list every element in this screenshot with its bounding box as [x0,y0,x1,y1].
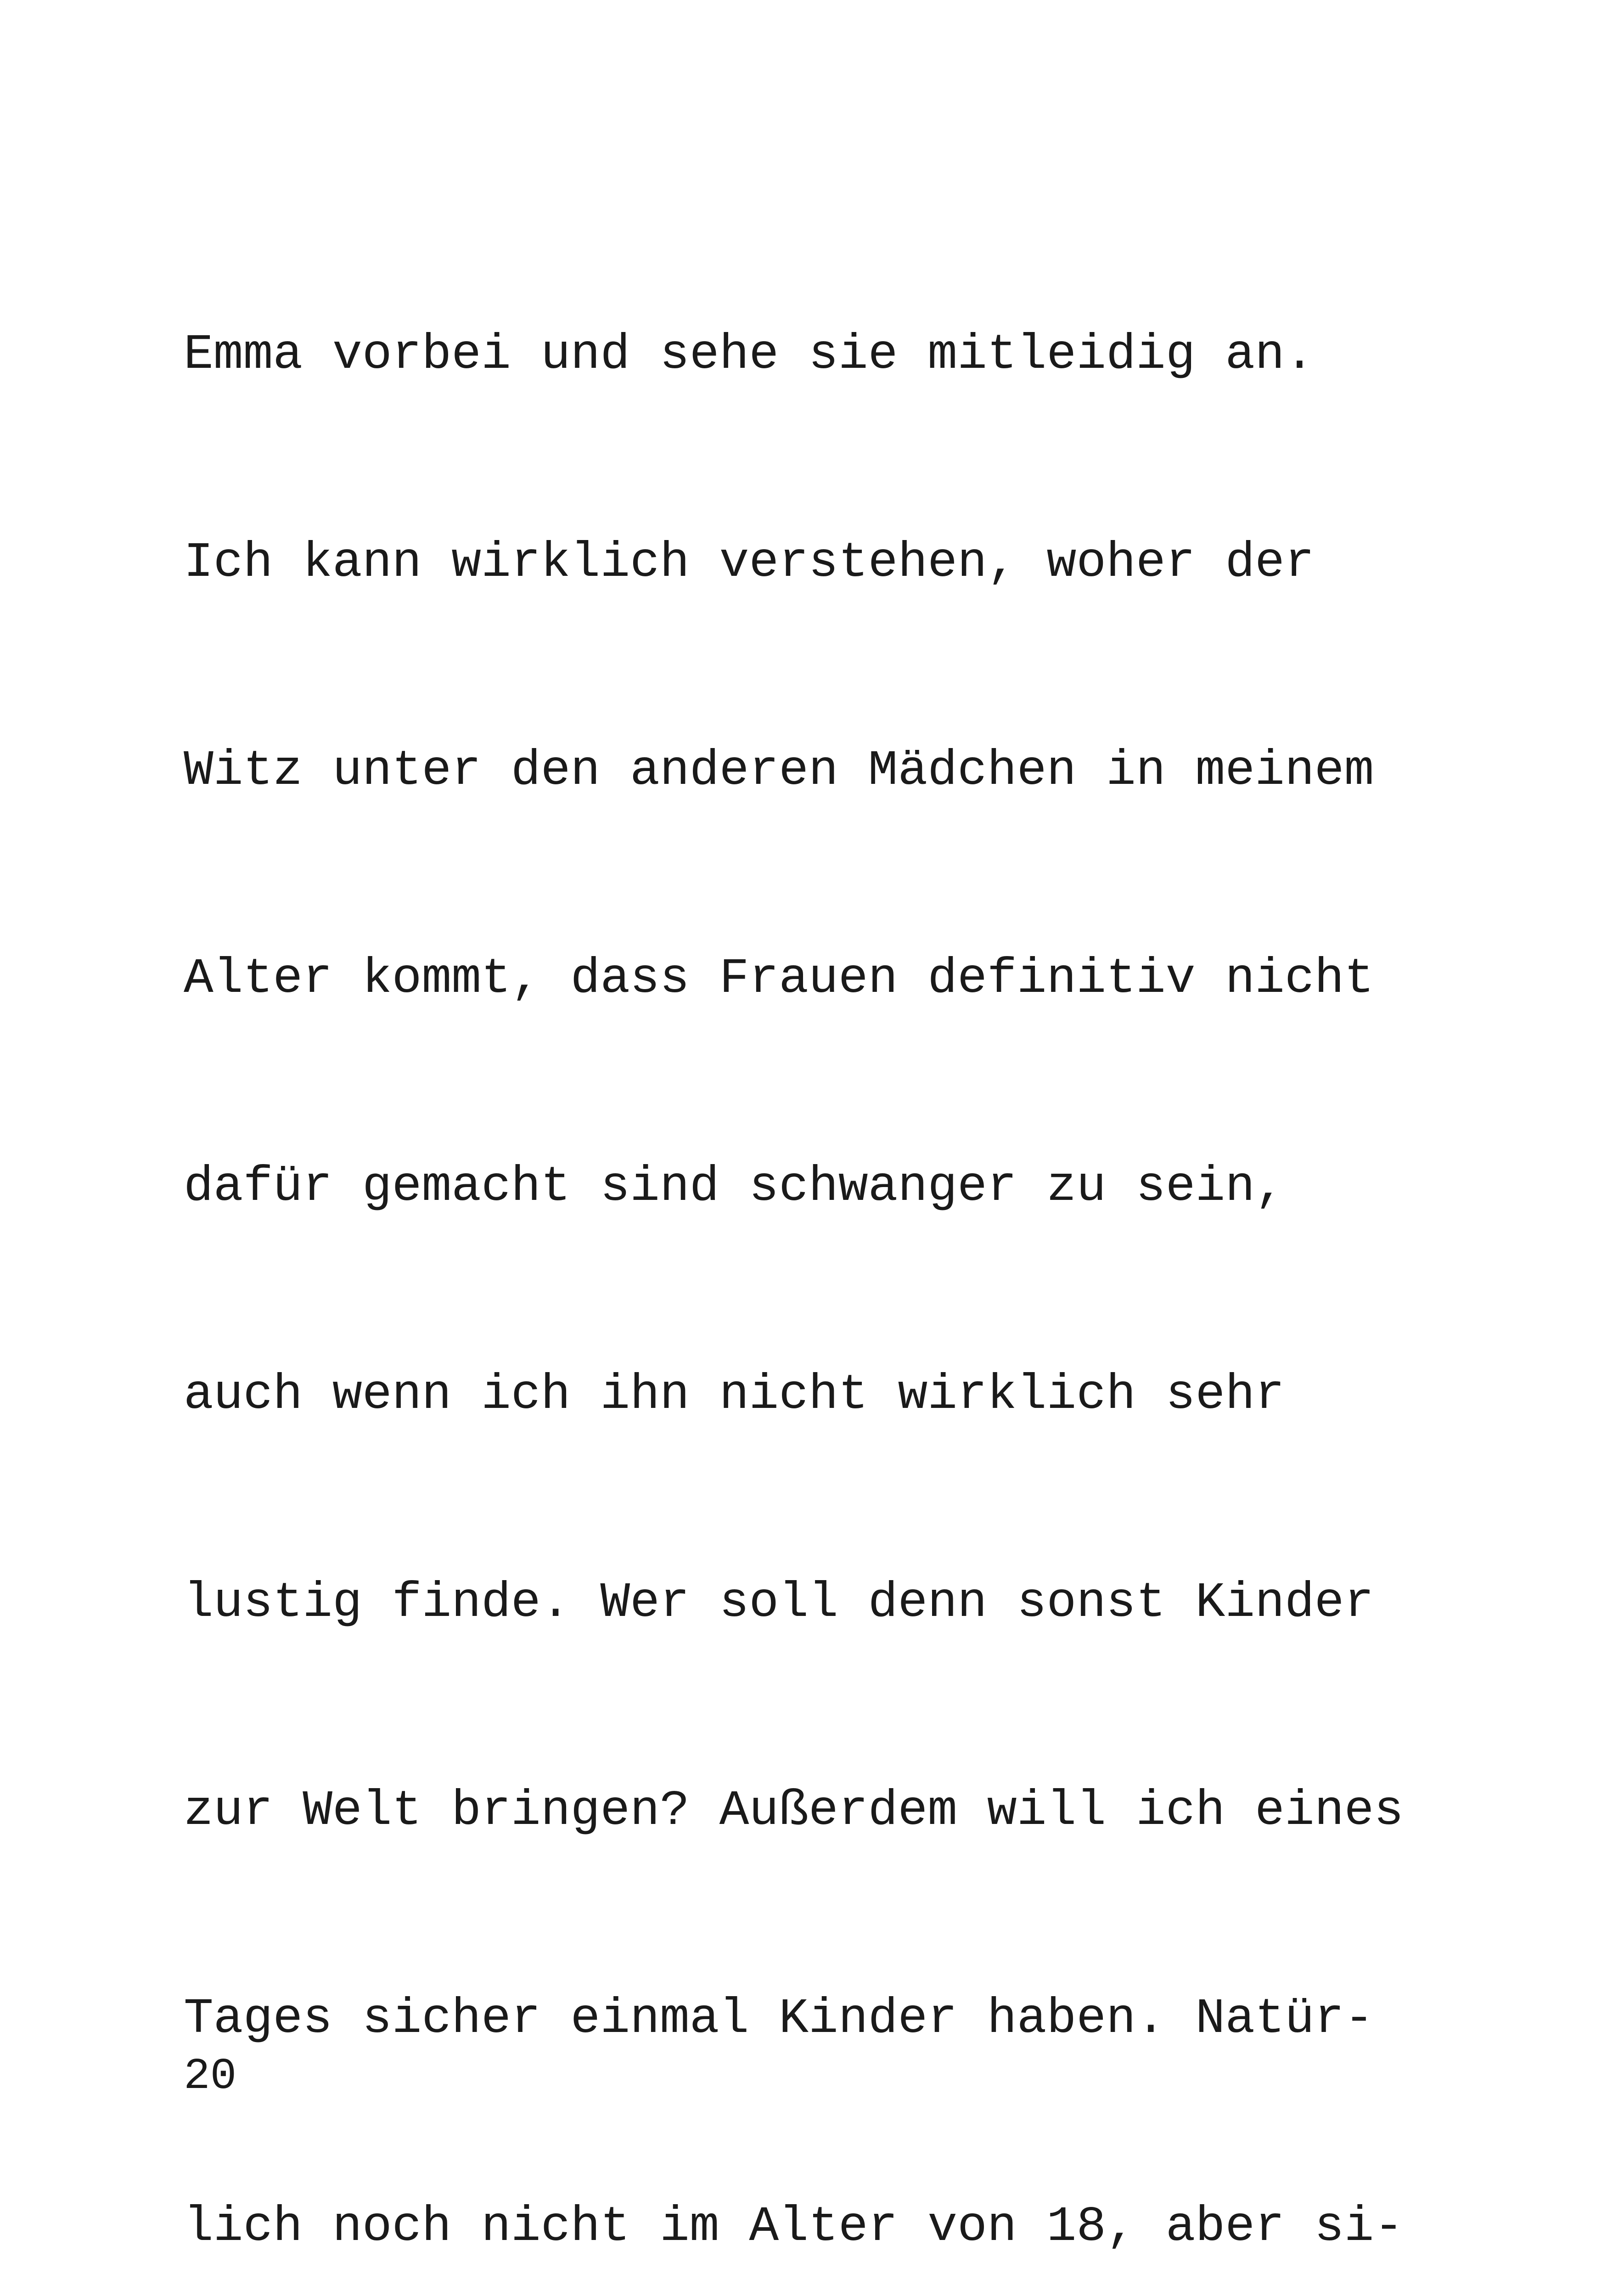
text-line: Witz unter den anderen Mädchen in meinem [184,743,1374,799]
text-line: Tages sicher einmal Kinder haben. Natür- [184,1991,1374,2047]
text-line: Ich kann wirklich verstehen, woher der [184,535,1315,591]
text-line: Alter kommt, dass Frauen definitiv nicht [184,951,1374,1007]
text-line: zur Welt bringen? Außerdem will ich eines [184,1783,1404,1839]
text-line: lich noch nicht im Alter von 18, aber si- [184,2199,1404,2255]
page-number: 20 [184,2051,237,2101]
text-line: dafür gemacht sind schwanger zu sein, [184,1159,1285,1215]
body-text [184,182,1561,2296]
text-line: lustig finde. Wer soll denn sonst Kinder [184,1575,1374,1631]
text-line: auch wenn ich ihn nicht wirklich sehr [184,1367,1285,1423]
text-line: Emma vorbei und sehe sie mitleidig an. [184,327,1315,383]
